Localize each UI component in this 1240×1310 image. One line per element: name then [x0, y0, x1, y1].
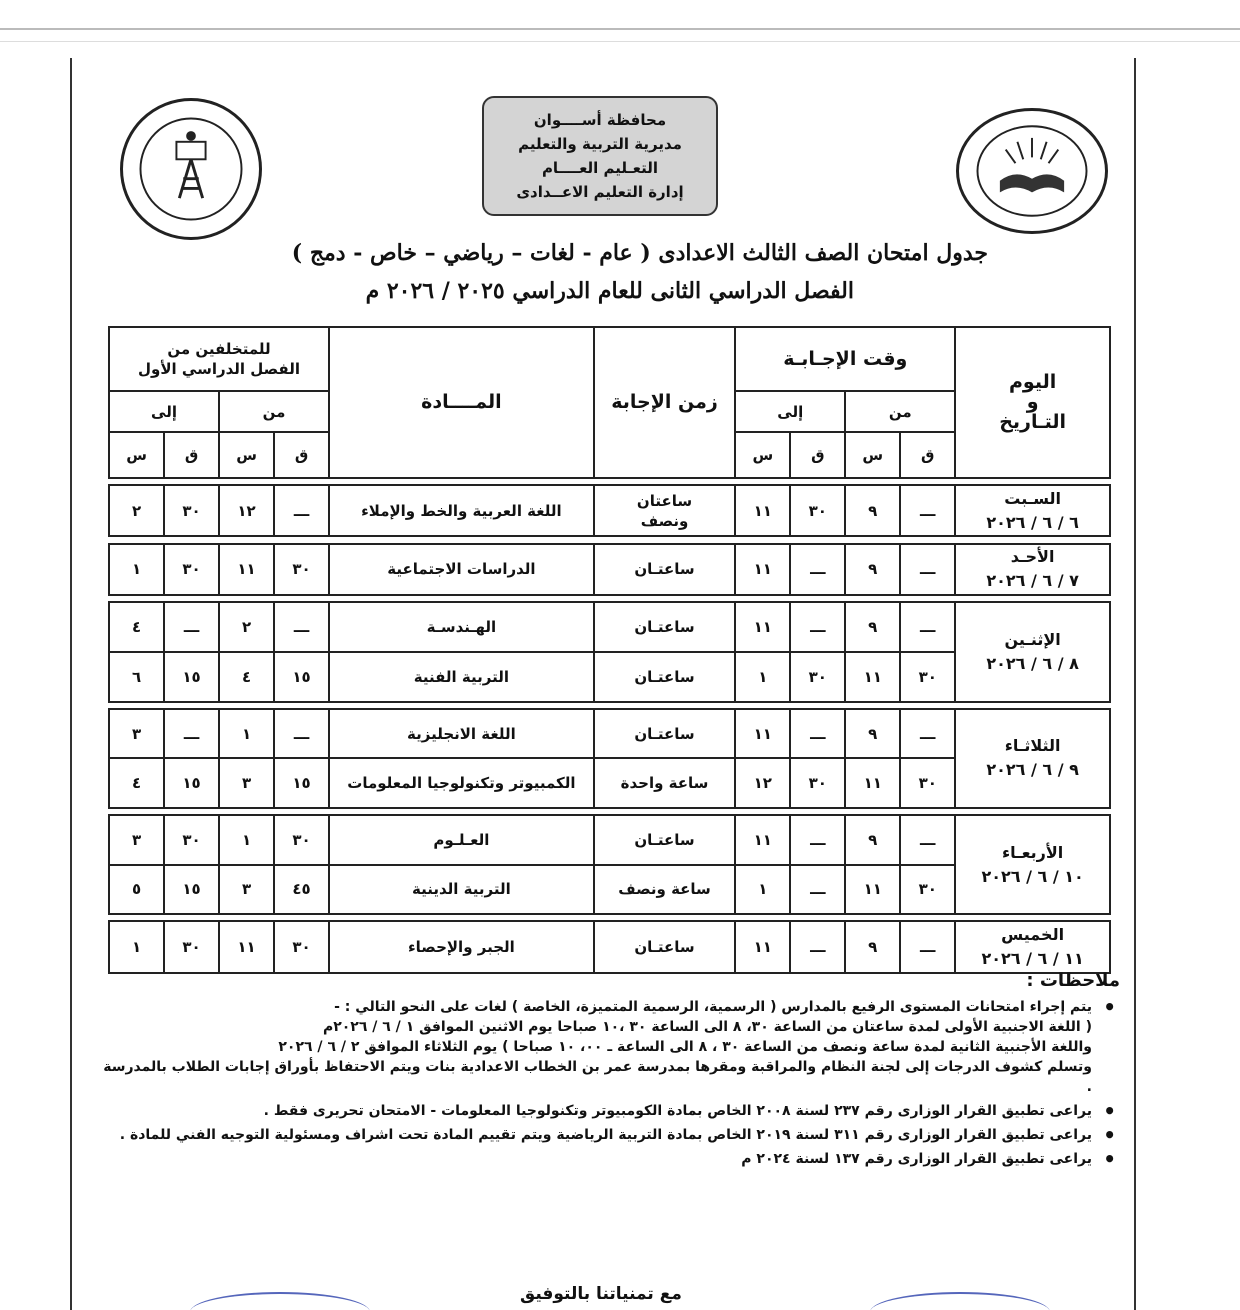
exam-date: ١١ / ٦ / ٢٠٢٦: [981, 949, 1084, 969]
schedule-title: جدول امتحان الصف الثالث الاعدادى ( عام - لغات – رياضي – خاص - دمج ): [291, 240, 988, 266]
start-hour: ٩: [845, 921, 900, 973]
late-from-header: من: [219, 391, 329, 432]
day-name: الإثنـين: [1004, 630, 1061, 649]
notes-title: ملاحظات :: [1026, 970, 1120, 991]
signature-mark: [870, 1292, 1050, 1310]
end-minute: ـــ: [790, 815, 845, 865]
exam-date: ٨ / ٦ / ٢٠٢٦: [986, 654, 1079, 673]
exam-row: [109, 709, 1110, 759]
exam-row: [109, 921, 1110, 973]
late-start-minute: ـــ: [274, 602, 329, 652]
notes-section: [100, 970, 1120, 1173]
end-minute: ٣٠: [790, 652, 845, 702]
late-start-hour: ٣: [219, 865, 274, 915]
day-date-cell: [955, 709, 1110, 808]
note-item: [100, 997, 1120, 1097]
duration-cell: ساعتـان: [594, 709, 736, 759]
note-text: • يتم إجراء امتحانات المستوى الرفيع بالمدارس ( الرسمية، الرسمية المتميزة، الخاصة ) لغات على النحو التالي : -: [334, 999, 1092, 1015]
book-sun-emblem-icon: [959, 109, 1105, 233]
end-minute: ٣٠: [790, 485, 845, 537]
start-hour: ١١: [845, 758, 900, 808]
exam-date: ٧ / ٦ / ٢٠٢٦: [986, 571, 1079, 591]
answer-time-header: وقت الإجـابـة: [735, 327, 955, 391]
spacer-cell: [109, 478, 1110, 485]
exam-date: ١٠ / ٦ / ٢٠٢٦: [981, 866, 1084, 886]
note-item: [100, 1125, 1120, 1145]
late-start-hour: ٢: [219, 602, 274, 652]
end-minute: ـــ: [790, 602, 845, 652]
note-text: وتسلم كشوف الدرجات إلى لجنة النظام والمراقبة ومقرها بمدرسة عمر بن الخطاب الاعدادية بنات ويتم الاحتفاظ بأوراق إجابات الطلاب بالمدرسة .: [103, 1059, 1092, 1095]
start-minute: ـــ: [900, 815, 955, 865]
day-date-cell: [955, 815, 1110, 914]
note-text: يراعى تطبيق القرار الوزارى رقم ٢٣٧ لسنة ٢٠٠٨ الخاص بمادة الكومبيوتر وتكنولوجيا المعلومات - الامتحان تحريرى فقط .: [263, 1103, 1092, 1119]
late-end-hour: ٤: [109, 758, 164, 808]
governorate-label: محافظة أســــوان: [533, 111, 667, 129]
duration-cell: ساعتان ونصف: [594, 485, 736, 537]
late-start-minute: ١٥: [274, 758, 329, 808]
hour-header: س: [735, 432, 790, 477]
subject-cell: الدراسات الاجتماعية: [329, 544, 594, 596]
start-hour: ٩: [845, 544, 900, 596]
late-end-hour: ١: [109, 544, 164, 596]
late-start-hour: ٣: [219, 758, 274, 808]
start-hour: ٩: [845, 485, 900, 537]
row-spacer: [109, 536, 1110, 543]
prep-education-logo: [956, 108, 1108, 234]
late-start-minute: ٣٠: [274, 815, 329, 865]
late-end-minute: ٣٠: [164, 815, 219, 865]
day-date-header: اليوم و التـاريخ: [955, 327, 1110, 478]
exam-row: [109, 544, 1110, 596]
late-start-minute: ٣٠: [274, 921, 329, 973]
late-end-minute: ٣٠: [164, 485, 219, 537]
end-hour: ١١: [735, 544, 790, 596]
end-hour: ١١: [735, 485, 790, 537]
duration-cell: ساعتـان: [594, 652, 736, 702]
day-name: الأحـد: [1010, 547, 1055, 567]
end-hour: ١: [735, 652, 790, 702]
end-hour: ١١: [735, 602, 790, 652]
late-start-minute: ٤٥: [274, 865, 329, 915]
subject-cell: اللغة الانجليزية: [329, 709, 594, 759]
late-start-hour: ١١: [219, 544, 274, 596]
late-end-hour: ٢: [109, 485, 164, 537]
end-hour: ١١: [735, 709, 790, 759]
late-start-hour: ١: [219, 709, 274, 759]
late-start-hour: ١٢: [219, 485, 274, 537]
late-end-hour: ١: [109, 921, 164, 973]
late-end-minute: ـــ: [164, 709, 219, 759]
duration-cell: ساعة واحدة: [594, 758, 736, 808]
subject-cell: الجبر والإحصاء: [329, 921, 594, 973]
top-border: [0, 28, 1240, 42]
late-end-minute: ١٥: [164, 652, 219, 702]
late-start-minute: ـــ: [274, 485, 329, 537]
row-spacer: [109, 478, 1110, 485]
to-header: إلى: [735, 391, 845, 432]
subject-cell: التربية الدينية: [329, 865, 594, 915]
day-date-cell: [955, 544, 1110, 596]
start-hour: ٩: [845, 815, 900, 865]
from-header: من: [845, 391, 955, 432]
start-minute: ـــ: [900, 602, 955, 652]
row-spacer: [109, 595, 1110, 602]
late-end-hour: ٥: [109, 865, 164, 915]
duration-cell: ساعة ونصف: [594, 865, 736, 915]
start-minute: ـــ: [900, 485, 955, 537]
late-students-header: للمتخلفين من الفصل الدراسي الأول: [109, 327, 329, 391]
minute-header: ق: [790, 432, 845, 477]
late-start-minute: ـــ: [274, 709, 329, 759]
late-start-minute: ١٥: [274, 652, 329, 702]
start-minute: ٣٠: [900, 758, 955, 808]
late-end-minute: ١٥: [164, 758, 219, 808]
late-end-hour: ٣: [109, 815, 164, 865]
end-minute: ـــ: [790, 921, 845, 973]
directorate-label: مديرية التربية والتعليم: [518, 135, 682, 153]
signature-mark: [190, 1292, 370, 1310]
late-end-minute: ١٥: [164, 865, 219, 915]
start-minute: ـــ: [900, 544, 955, 596]
end-minute: ـــ: [790, 865, 845, 915]
duration-header: زمن الإجابة: [594, 327, 736, 478]
duration-cell: ساعتـان: [594, 815, 736, 865]
day-name: السـبت: [1004, 488, 1061, 508]
end-minute: ـــ: [790, 544, 845, 596]
subject-cell: العـلـوم: [329, 815, 594, 865]
day-name: الأربعـاء: [1001, 842, 1064, 862]
note-text: يراعى تطبيق القرار الوزارى رقم ٣١١ لسنة ٢٠١٩ الخاص بمادة التربية الرياضية ويتم تقييم المادة تحت اشراف ومسئولية التوجيه الفني للمادة .: [119, 1127, 1092, 1143]
start-minute: ـــ: [900, 921, 955, 973]
note-text: يراعى تطبيق القرار الوزارى رقم ١٣٧ لسنة ٢٠٢٤ م: [741, 1151, 1092, 1167]
subject-cell: التربية الفنية: [329, 652, 594, 702]
start-hour: ١١: [845, 865, 900, 915]
late-to-header: إلى: [109, 391, 219, 432]
spacer-cell: [109, 914, 1110, 921]
note-text: ( اللغة الاجنبية الأولى لمدة ساعتان من الساعة ٣٠، ٨ الى الساعة ٣٠ ،١٠ صباحا يوم الاثنين الموافق ١ / ٦ / ٢٠٢٦م: [322, 1019, 1092, 1035]
late-start-minute: ٣٠: [274, 544, 329, 596]
left-margin-line: [70, 58, 72, 1310]
start-hour: ١١: [845, 652, 900, 702]
hour-header: س: [219, 432, 274, 477]
day-date-cell: [955, 921, 1110, 973]
schedule-subtitle: الفصل الدراسي الثانى للعام الدراسي ٢٠٢٥ / ٢٠٢٦ م: [365, 278, 854, 304]
start-minute: ٣٠: [900, 652, 955, 702]
subject-cell: الكمبيوتر وتكنولوجيا المعلومات: [329, 758, 594, 808]
spacer-cell: [109, 595, 1110, 602]
late-end-hour: ٦: [109, 652, 164, 702]
end-hour: ١١: [735, 921, 790, 973]
late-start-hour: ١١: [219, 921, 274, 973]
duration-cell: ساعتـان: [594, 921, 736, 973]
subject-cell: الهـندسـة: [329, 602, 594, 652]
spacer-cell: [109, 808, 1110, 815]
subject-cell: اللغة العربية والخط والإملاء: [329, 485, 594, 537]
exam-date: ٩ / ٦ / ٢٠٢٦: [986, 760, 1079, 780]
late-start-hour: ١: [219, 815, 274, 865]
day-date-cell: [955, 485, 1110, 537]
minute-header: ق: [900, 432, 955, 477]
seal-emblem-icon: [123, 99, 259, 239]
closing-wishes: مع تمنياتنا بالتوفيق: [520, 1284, 682, 1304]
late-end-minute: ٣٠: [164, 544, 219, 596]
exam-row: [109, 602, 1110, 652]
note-item: [100, 1101, 1120, 1121]
spacer-cell: [109, 536, 1110, 543]
late-end-minute: ٣٠: [164, 921, 219, 973]
exam-schedule-table: [108, 326, 1111, 974]
end-hour: ١: [735, 865, 790, 915]
duration-cell: ساعتـان: [594, 544, 736, 596]
general-education-label: التعـليم العــــام: [541, 159, 659, 177]
late-end-hour: ٣: [109, 709, 164, 759]
subject-header: المــــادة: [329, 327, 594, 478]
exam-date: ٦ / ٦ / ٢٠٢٦: [986, 512, 1079, 532]
hour-header: س: [845, 432, 900, 477]
end-hour: ١١: [735, 815, 790, 865]
duration-cell: ساعتـان: [594, 602, 736, 652]
spacer-cell: [109, 702, 1110, 709]
start-minute: ـــ: [900, 709, 955, 759]
row-spacer: [109, 702, 1110, 709]
late-end-hour: ٤: [109, 602, 164, 652]
start-hour: ٩: [845, 709, 900, 759]
late-end-minute: ـــ: [164, 602, 219, 652]
late-start-hour: ٤: [219, 652, 274, 702]
note-text: واللغة الأجنبية الثانية لمدة ساعة ونصف من الساعة ٣٠ ، ٨ الى الساعة ـ ٠٠، ١٠ صباحا ) يوم الثلاثاء الموافق ٢ / ٦ / ٢٠٢٦: [278, 1039, 1092, 1055]
prep-education-admin-label: إدارة التعليم الاعــدادى: [516, 183, 684, 201]
start-hour: ٩: [845, 602, 900, 652]
right-margin-line: [1134, 58, 1136, 1310]
end-minute: ـــ: [790, 709, 845, 759]
header-row: [109, 327, 1110, 391]
note-item: [100, 1149, 1120, 1169]
directorate-seal-logo: [120, 98, 262, 240]
row-spacer: [109, 808, 1110, 815]
minute-header: ق: [164, 432, 219, 477]
end-hour: ١٢: [735, 758, 790, 808]
day-name: الخميس: [1001, 925, 1065, 945]
hour-header: س: [109, 432, 164, 477]
start-minute: ٣٠: [900, 865, 955, 915]
day-name: الثلاثـاء: [1004, 736, 1061, 756]
exam-row: [109, 485, 1110, 537]
end-minute: ٣٠: [790, 758, 845, 808]
exam-row: [109, 815, 1110, 865]
day-date-cell: [955, 602, 1110, 701]
row-spacer: [109, 914, 1110, 921]
directorate-header-box: [482, 96, 718, 216]
minute-header: ق: [274, 432, 329, 477]
